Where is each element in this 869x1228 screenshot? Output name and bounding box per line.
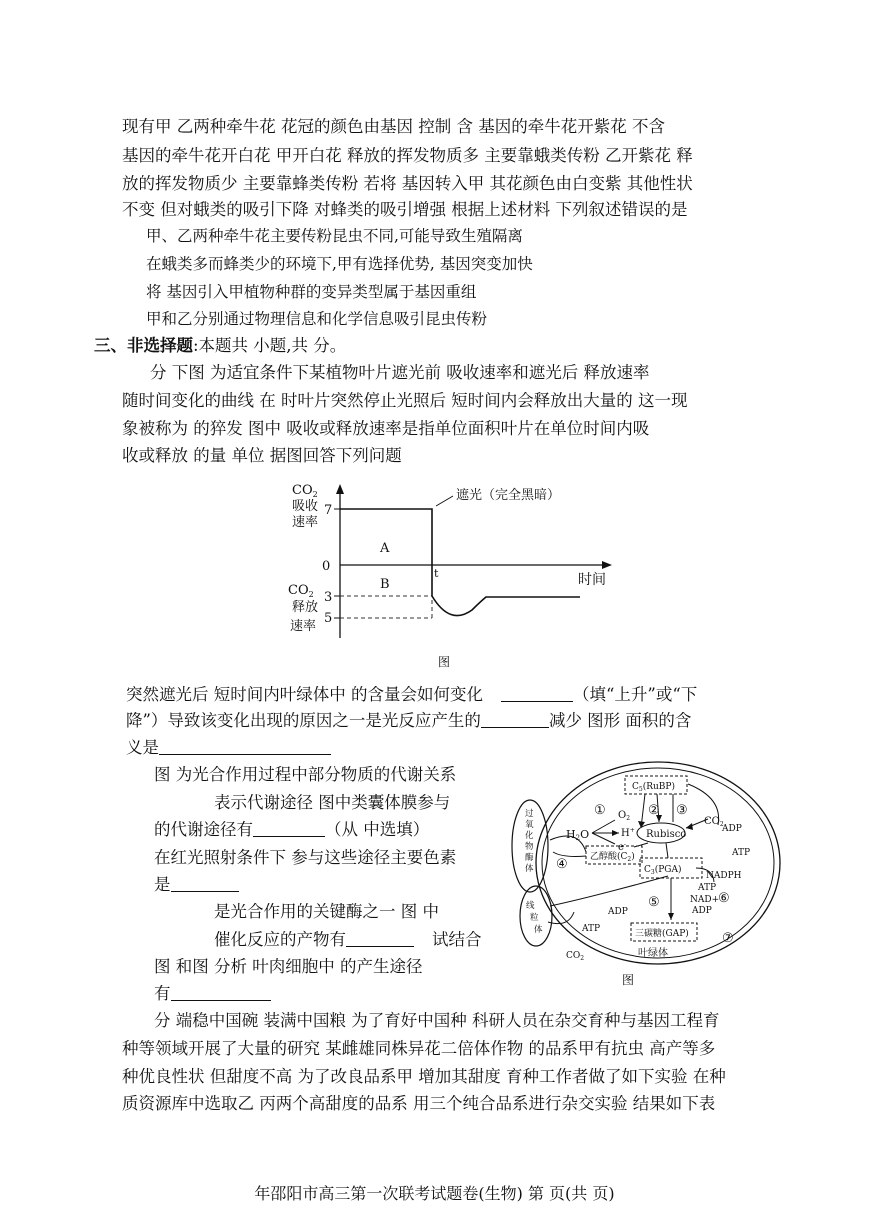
q1-intro-line: 随时间变化的曲线 在 时叶片突然停止光照后 短时间内会释放出大量的 这一现 [122,391,688,410]
hplus-label: H+ [621,827,635,839]
q1-sub1-text: 降”）导致该变化出现的原因之一是光反应产生的 [126,711,481,730]
q1-sub1-text: 突然遮光后 短时间内叶绿体中 的含量会如何变化 [126,685,483,704]
section-desc: :本题共 小题,共 分。 [193,336,347,355]
q1-sub2-line [154,930,482,950]
figure-2-caption: 图 [622,973,635,987]
h2o-label: H2O [566,828,590,842]
option-a: 甲、乙两种牵牛花主要传粉昆虫不同,可能导致生殖隔离 [146,227,523,245]
question-text-line: 不变 但对蛾类的吸引下降 对蜂类的吸引增强 根据上述材料 下列叙述错误的是 [122,200,688,219]
x-axis-label: 时间 [578,572,606,588]
c5-label: $C_5(RuBP)$ [632,782,675,793]
section-title: 三、非选择题 [94,336,193,355]
figure-1-caption: 图 [438,655,451,669]
q2-line: 种优良性状 但甜度不高 为了改良品系甲 增加其甜度 育种工作者做了如下实验 在种 [122,1067,726,1086]
pathway-4-marker: ④ [556,857,568,872]
q1-intro-line: 收或释放 的量 单位 据图回答下列问题 [122,446,402,465]
q1-sub1-line [126,711,691,731]
answer-blank[interactable] [501,685,573,702]
question-text-line: 放的挥发物质少 主要靠蜂类传粉 若将 基因转入甲 其花颜色由白变紫 其他性状 [122,174,693,193]
q2-line: 分 端稳中国碗 装满中国粮 为了育好中国种 科研人员在杂交育种与基因工程育 [154,1011,720,1030]
svg-text:过: 过 [525,809,534,819]
tick-label-0: 0 [322,559,331,574]
q2-line: 质资源库中选取乙 丙两个高甜度的品系 用三个纯合品系进行杂交实验 结果如下表 [122,1094,716,1113]
answer-blank[interactable] [171,984,271,1001]
answer-blank[interactable] [253,820,325,837]
q1-intro-line: 象被称为 的猝发 图中 吸收或释放速率是指单位面积叶片在单位时间内吸 [122,419,650,438]
page-footer: 年邵阳市高三第一次联考试题卷(生物) 第 页(共 页) [254,1184,615,1203]
svg-text:体: 体 [534,925,543,935]
figure-2-metabolism-diagram [508,758,793,990]
q1-sub1-text: （填“上升”或“下 [573,685,698,704]
pathway-2-marker: ② [648,803,660,818]
q1-sub2-text: 试结合 [432,930,482,949]
svg-text:粒: 粒 [530,913,539,923]
q1-sub2-line [154,875,239,895]
svg-text:体: 体 [525,864,534,874]
pathway-3-marker: ③ [676,803,688,818]
adp-label: ADP [608,907,628,917]
question-text-line: 基因的牵牛花开白花 甲开白花 释放的挥发物质多 主要靠蛾类传粉 乙开紫花 释 [122,146,693,165]
nadp-label: NAD+ [690,895,720,905]
q1-sub2-line [154,820,429,840]
shading-note: 遮光（完全黑暗） [456,488,561,503]
svg-text:酶: 酶 [525,853,534,863]
option-b: 在蛾类多而蜂类少的环境下,甲有选择优势, 基因突变加快 [146,255,533,273]
answer-blank[interactable] [159,738,331,755]
tick-label-7: 7 [324,503,333,518]
q1-sub2-text: 催化反应的产物有 [214,930,346,949]
q1-sub2-line [154,793,450,813]
option-d: 甲和乙分别通过物理信息和化学信息吸引昆虫传粉 [146,310,488,328]
q1-sub2-line [154,984,271,1004]
t-mark: t [434,567,439,580]
adp-label: ADP [722,824,742,834]
q1-sub2-text: 表示代谢途径 图中类囊体膜参与 [214,793,451,812]
atp-label: ATP [582,924,601,934]
y-label-co2-release: $CO_2$ [288,583,314,599]
answer-blank[interactable] [346,930,414,947]
q1-sub2-text: （从 中选填） [325,820,430,839]
pathway-7-marker: ⑦ [722,931,734,946]
y-label-co2: $CO_2$ [292,483,318,499]
pathway-6-marker: ⑥ [718,891,730,906]
svg-text:线: 线 [526,901,535,911]
y-label-release: 释放 [292,600,319,615]
figure-1-co2-graph [270,476,630,676]
q1-sub2-line: 图 和图 分析 叶肉细胞中 的产生途径 [154,957,423,976]
tick-label-3: 3 [324,590,333,605]
q1-sub2-line: 图 为光合作用过程中部分物质的代谢关系 [154,765,457,784]
rubisco-label: Rubisco [646,829,687,840]
y-label-rate: 速率 [292,515,319,530]
adp-label: ADP [692,906,712,916]
area-b-label: B [380,577,390,592]
answer-blank[interactable] [481,711,549,728]
q1-intro-line: 分 下图 为适宜条件下某植物叶片遮光前 吸收速率和遮光后 释放速率 [150,363,650,382]
svg-text:物: 物 [525,842,534,852]
area-a-label: A [380,541,390,556]
c3-label: $C_3(PGA)$ [644,865,682,876]
section-heading [94,336,346,356]
q1-sub2-text: 有 [154,984,171,1003]
mitochondrion-label [526,900,543,935]
eminus-label: e- [618,841,626,853]
co2-input-label: $CO_2$ [704,816,724,828]
atp-label: ATP [732,848,751,858]
q1-sub2-line [154,902,439,922]
y-label-absorb: 吸收 [292,499,319,514]
peroxisome-label [525,808,534,874]
c2-label: 乙醇酸$(C_2)$ [590,852,635,863]
svg-text:化: 化 [525,831,534,841]
pathway-1-marker: ① [594,803,606,818]
nadph-label: NADPH [706,871,742,881]
answer-blank[interactable] [171,875,239,892]
svg-text:氧: 氧 [525,820,534,830]
pathway-5-marker: ⑤ [648,895,660,910]
q1-sub1-line [126,685,697,705]
q1-sub1-line [126,738,331,758]
q1-sub2-text: 的代谢途径有 [154,820,253,839]
co2-output-label: $CO_2$ [566,951,585,962]
option-c: 将 基因引入甲植物种群的变异类型属于基因重组 [146,283,477,301]
chloroplast-label: 叶绿体 [638,948,668,959]
atp-label: ATP [698,883,717,893]
q1-sub1-text: 减少 图形 面积的含 [548,711,692,730]
q1-sub2-line: 在红光照射条件下 参与这些途径主要色素 [154,848,457,867]
gap-label: 三碳糖(GAP) [635,929,689,939]
o2-label: $O_2$ [618,810,631,822]
q1-sub1-text: 义是 [126,738,159,757]
y-label-release-rate: 速率 [290,619,317,634]
tick-label-5: 5 [324,611,333,626]
q2-line: 种等领域开展了大量的研究 某雌雄同株异花二倍体作物 的品系甲有抗虫 高产等多 [122,1039,716,1058]
q1-sub2-text: 是 [154,875,171,894]
question-text-line: 现有甲 乙两种牵牛花 花冠的颜色由基因 控制 含 基因的牵牛花开紫花 不含 [122,117,665,136]
q1-sub2-text: 是光合作用的关键酶之一 图 中 [214,902,439,921]
